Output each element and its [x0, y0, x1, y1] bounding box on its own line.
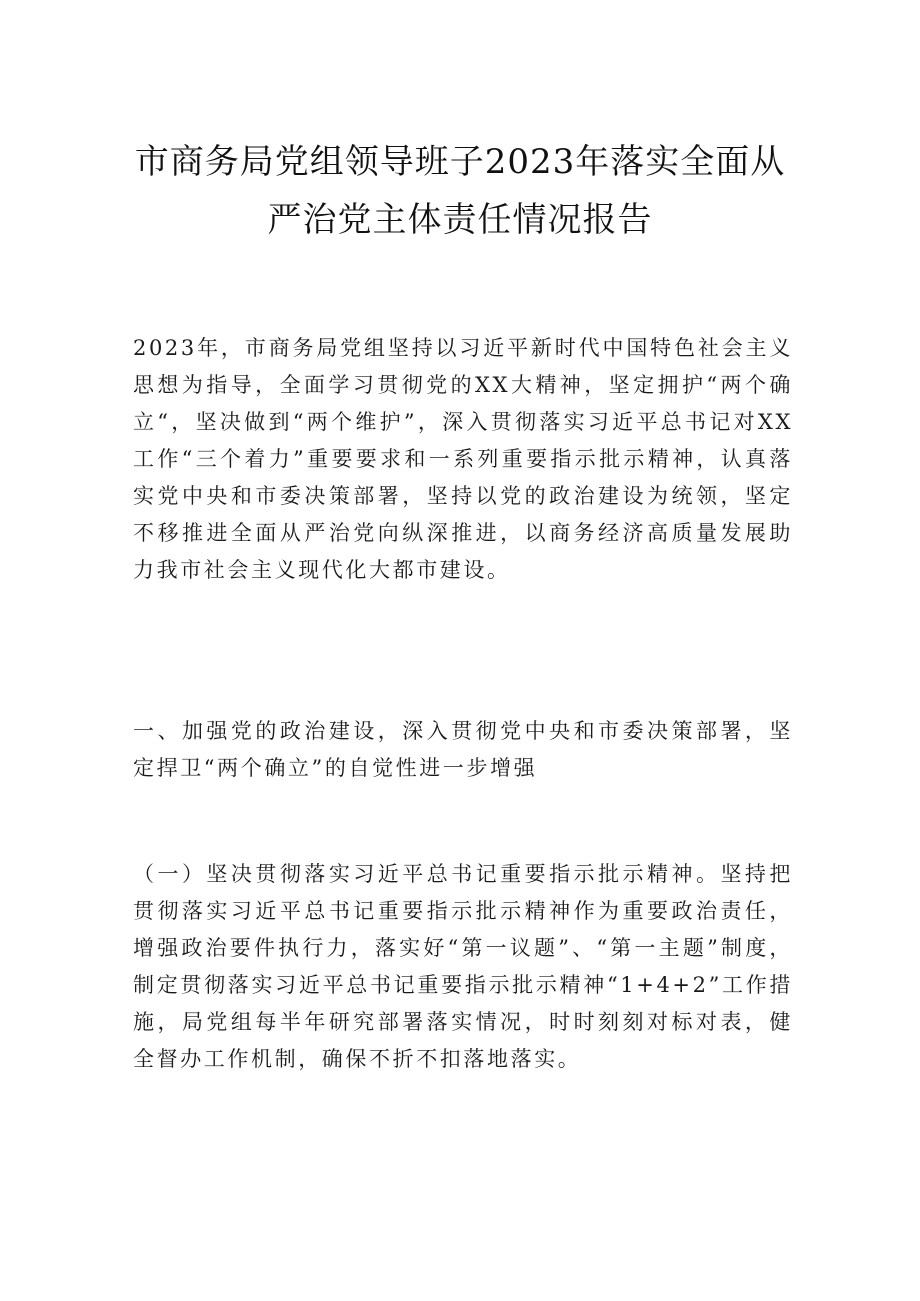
document-title-line-2: 严治党主体责任情况报告 [267, 200, 653, 240]
section-heading-1: 一、加强党的政治建设，深入贯彻党中央和市委决策部署，坚定捍卫“两个确立”的自觉性进一步增强 [133, 719, 793, 780]
intro-paragraph: 2023年，市商务局党组坚持以习近平新时代中国特色社会主义思想为指导，全面学习贯彻党的XX大精神，坚定拥护“两个确立“，坚决做到“两个维护”，深入贯彻落实习近平总书记对XX工作“三个着力”重要要求和一系列重要指示批示精神，认真落实党中央和市委决策部署，坚持以党的政治建设为统领，坚定不移推进全面从严治党向纵深推进，以商务经济高质量发展助力我市社会主义现代化大都市建设。 [133, 336, 793, 582]
subsection-paragraph-1: （一）坚决贯彻落实习近平总书记重要指示批示精神。坚持把贯彻落实习近平总书记重要指示批示精神作为重要政治责任，增强政治要件执行力，落实好“第一议题”、“第一主题”制度，制定贯彻落实习近平总书记重要指示批示精神“1+4+2”工作措施，局党组每半年研究部署落实情况，时时刻刻对标对表，健全督办工作机制，确保不折不扣落地落实。 [133, 862, 793, 1071]
document-title-line-1: 市商务局党组领导班子2023年落实全面从 [134, 142, 786, 182]
